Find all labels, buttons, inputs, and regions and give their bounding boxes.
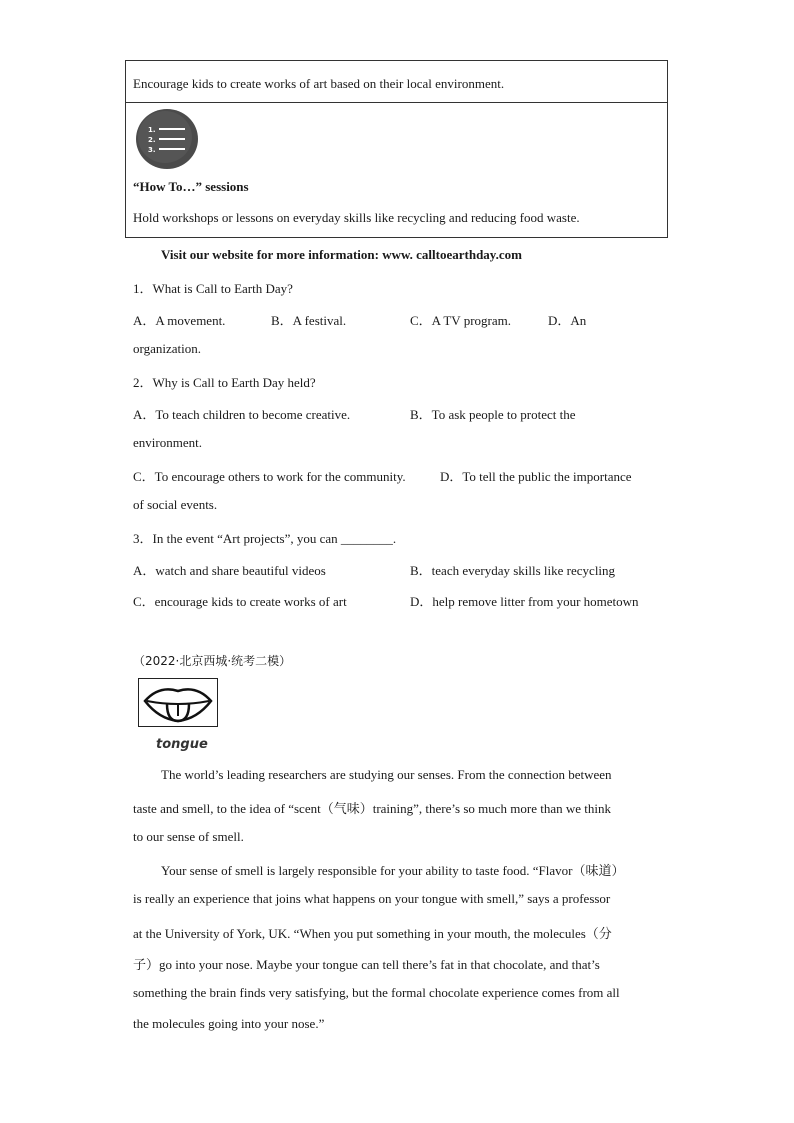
question-3-option-d: D．help remove litter from your hometown (410, 594, 639, 609)
question-2-option-d: D．To tell the public the importance (440, 469, 632, 484)
question-1-option-a: A．A movement. (133, 313, 226, 328)
question-1-option-b: B．A festival. (271, 313, 347, 328)
passage-line-9: the molecules going into your nose.” (133, 1016, 325, 1031)
table-row-art-projects-text: Encourage kids to create works of art based on their local environment. (133, 76, 505, 91)
passage-line-4: Your sense of smell is largely responsible for your ability to taste food. “Flavor（味道） (161, 863, 625, 878)
tongue-image (138, 678, 218, 727)
question-2-option-b-continuation: environment. (133, 435, 202, 450)
question-3-stem: 3．In the event “Art projects”, you can ________. (133, 531, 397, 546)
question-1-option-d: D．An (548, 313, 587, 328)
table-divider (126, 102, 667, 103)
source-tag: （2022·北京西城·统考二模） (133, 654, 292, 668)
question-3-option-b: B．teach everyday skills like recycling (410, 563, 616, 578)
question-1-option-c: C．A TV program. (410, 313, 511, 328)
passage-line-2: taste and smell, to the idea of “scent（气味）training”, there’s so much more than we think (133, 801, 611, 816)
passage-line-8: something the brain finds very satisfying, but the formal chocolate experience comes from all (133, 985, 620, 1000)
question-2-option-b: B．To ask people to protect the (410, 407, 576, 422)
question-2-option-c: C．To encourage others to work for the community. (133, 469, 406, 484)
passage-line-7: 子）go into your nose. Maybe your tongue can tell there’s fat in that chocolate, and that’s (133, 957, 600, 972)
passage-line-5: is really an experience that joins what happens on your tongue with smell,” says a professor (133, 891, 611, 906)
tongue-label: tongue (156, 737, 208, 752)
question-1-stem: 1．What is Call to Earth Day? (133, 281, 293, 296)
question-2-option-a: A．To teach children to become creative. (133, 407, 351, 422)
website-line: Visit our website for more information: www. calltoearthday.com (161, 247, 522, 262)
table-row-how-to-title: “How To…” sessions (133, 179, 249, 194)
passage-line-1: The world’s leading researchers are studying our senses. From the connection between (161, 767, 612, 782)
question-3-option-c: C．encourage kids to create works of art (133, 594, 347, 609)
question-1-option-d-continuation: organization. (133, 341, 201, 356)
numbered-list-icon (135, 108, 199, 170)
info-table (125, 60, 668, 238)
question-3-option-a: A．watch and share beautiful videos (133, 563, 326, 578)
tongue-icon (139, 679, 217, 726)
passage-line-6: at the University of York, UK. “When you put something in your mouth, the molecules（分 (133, 926, 612, 941)
question-2-option-d-continuation: of social events. (133, 497, 218, 512)
svg-text:3.: 3. (148, 146, 156, 154)
svg-text:1.: 1. (148, 126, 156, 134)
table-row-how-to-text: Hold workshops or lessons on everyday skills like recycling and reducing food waste. (133, 210, 580, 225)
question-2-stem: 2．Why is Call to Earth Day held? (133, 375, 316, 390)
svg-text:2.: 2. (148, 136, 156, 144)
passage-line-3: to our sense of smell. (133, 829, 244, 844)
